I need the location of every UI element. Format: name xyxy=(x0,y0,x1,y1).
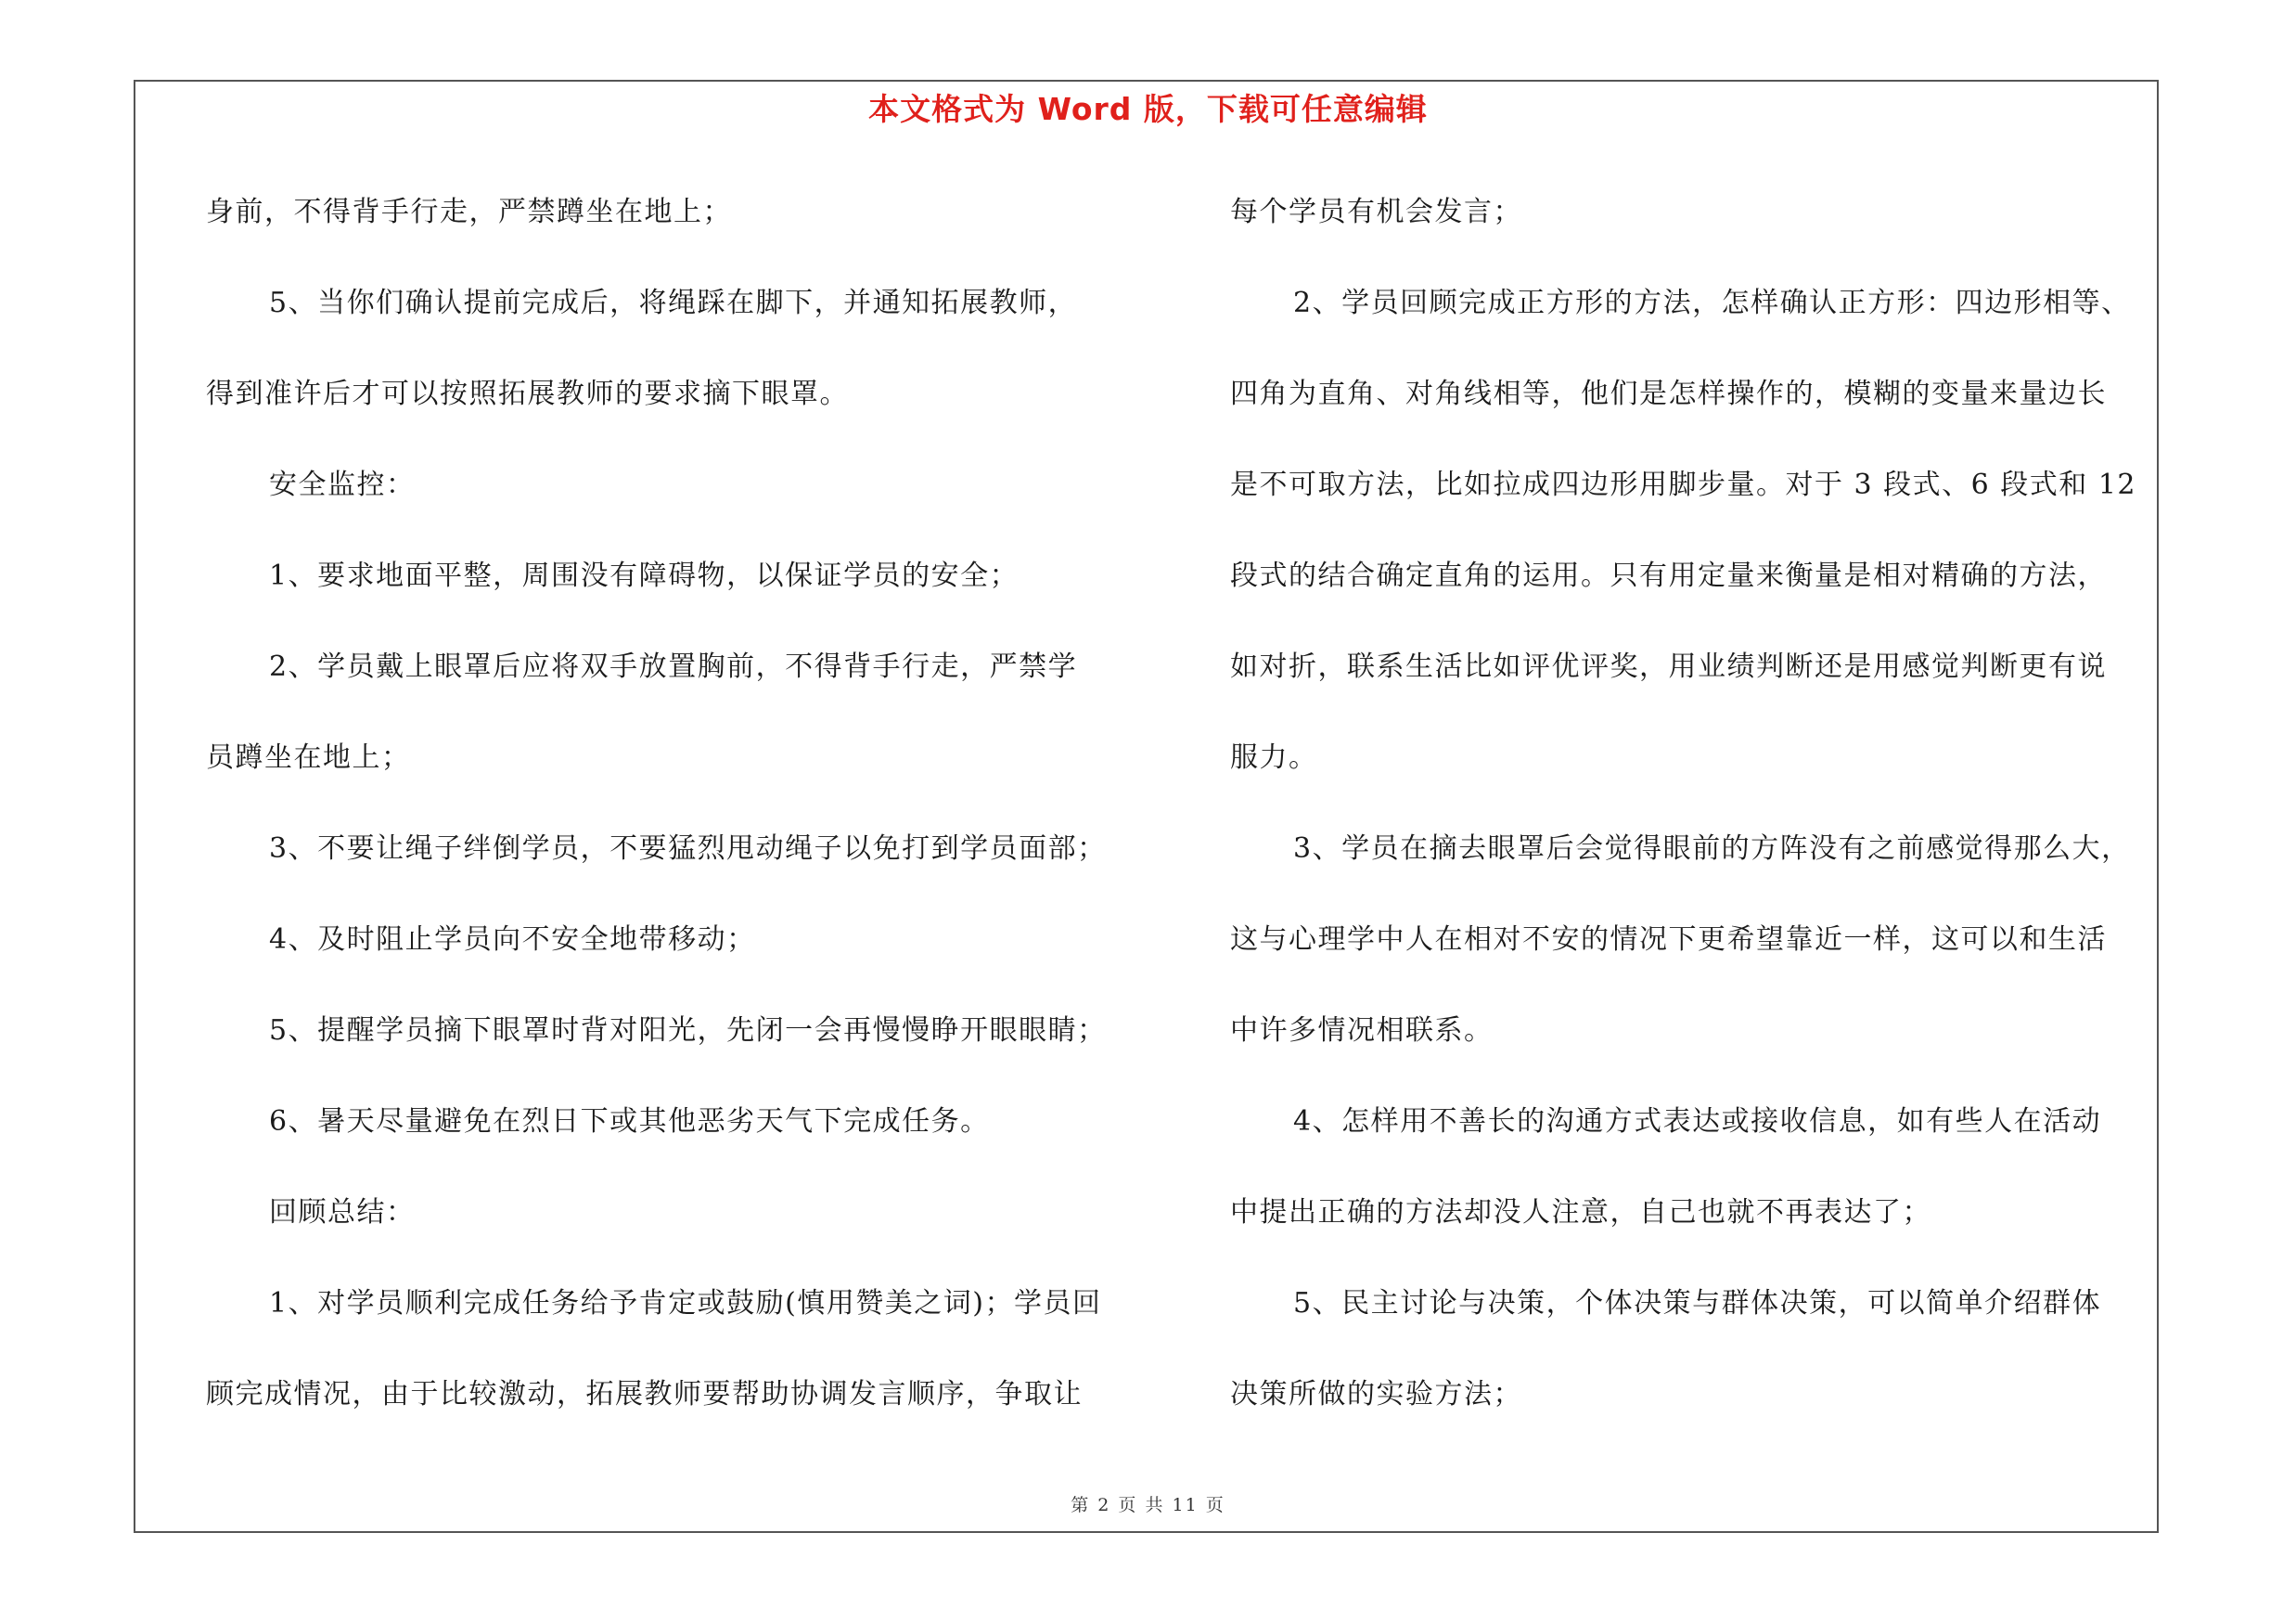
text-line: 3、不要让绳子绊倒学员，不要猛烈甩动绳子以免打到学员面部； xyxy=(269,832,1107,865)
left-text-column xyxy=(206,186,1138,1459)
text-line: 身前，不得背手行走，严禁蹲坐在地上； xyxy=(206,196,732,228)
text-line: 决策所做的实验方法； xyxy=(1230,1378,1522,1410)
section-heading: 安全监控： xyxy=(269,469,416,501)
word-format-banner: 本文格式为 Word 版，下载可任意编辑 xyxy=(868,91,1428,127)
text-line: 中许多情况相联系。 xyxy=(1230,1014,1494,1047)
text-line: 4、怎样用不善长的沟通方式表达或接收信息，如有些人在活动 xyxy=(1293,1105,2102,1138)
section-heading: 回顾总结： xyxy=(269,1196,416,1229)
text-line: 5、民主讨论与决策，个体决策与群体决策，可以简单介绍群体 xyxy=(1293,1287,2102,1320)
right-text-column xyxy=(1230,186,2162,1459)
text-line: 顾完成情况，由于比较激动，拓展教师要帮助协调发言顺序，争取让 xyxy=(206,1378,1083,1410)
text-line: 2、学员戴上眼罩后应将双手放置胸前，不得背手行走，严禁学 xyxy=(269,650,1078,683)
text-line: 1、对学员顺利完成任务给予肯定或鼓励(慎用赞美之词)；学员回 xyxy=(269,1287,1102,1320)
text-line: 如对折，联系生活比如评优评奖，用业绩判断还是用感觉判断更有说 xyxy=(1230,650,2107,683)
text-line: 5、提醒学员摘下眼罩时背对阳光，先闭一会再慢慢睁开眼眼睛； xyxy=(269,1014,1107,1047)
text-line: 服力。 xyxy=(1230,741,1318,774)
text-line: 四角为直角、对角线相等，他们是怎样操作的，模糊的变量来量边长 xyxy=(1230,378,2107,410)
text-line: 6、暑天尽量避免在烈日下或其他恶劣天气下完成任务。 xyxy=(269,1105,990,1138)
page-number: 第 2 页 共 11 页 xyxy=(1071,1495,1225,1515)
text-line: 每个学员有机会发言； xyxy=(1230,196,1522,228)
text-line: 5、当你们确认提前完成后，将绳踩在脚下，并通知拓展教师， xyxy=(269,287,1078,319)
text-line: 这与心理学中人在相对不安的情况下更希望靠近一样，这可以和生活 xyxy=(1230,923,2107,956)
text-line: 员蹲坐在地上； xyxy=(206,741,411,774)
text-line: 4、及时阻止学员向不安全地带移动； xyxy=(269,923,756,956)
text-line: 中提出正确的方法却没人注意，自己也就不再表达了； xyxy=(1230,1196,1931,1229)
text-line: 得到准许后才可以按照拓展教师的要求摘下眼罩。 xyxy=(206,378,849,410)
text-line: 2、学员回顾完成正方形的方法，怎样确认正方形：四边形相等、 xyxy=(1293,287,2131,319)
text-line: 段式的结合确定直角的运用。只有用定量来衡量是相对精确的方法， xyxy=(1230,560,2107,592)
text-line: 是不可取方法，比如拉成四边形用脚步量。对于 3 段式、6 段式和 12 xyxy=(1230,469,2136,501)
text-line: 1、要求地面平整，周围没有障碍物，以保证学员的安全； xyxy=(269,560,1020,592)
text-line: 3、学员在摘去眼罩后会觉得眼前的方阵没有之前感觉得那么大， xyxy=(1293,832,2131,865)
